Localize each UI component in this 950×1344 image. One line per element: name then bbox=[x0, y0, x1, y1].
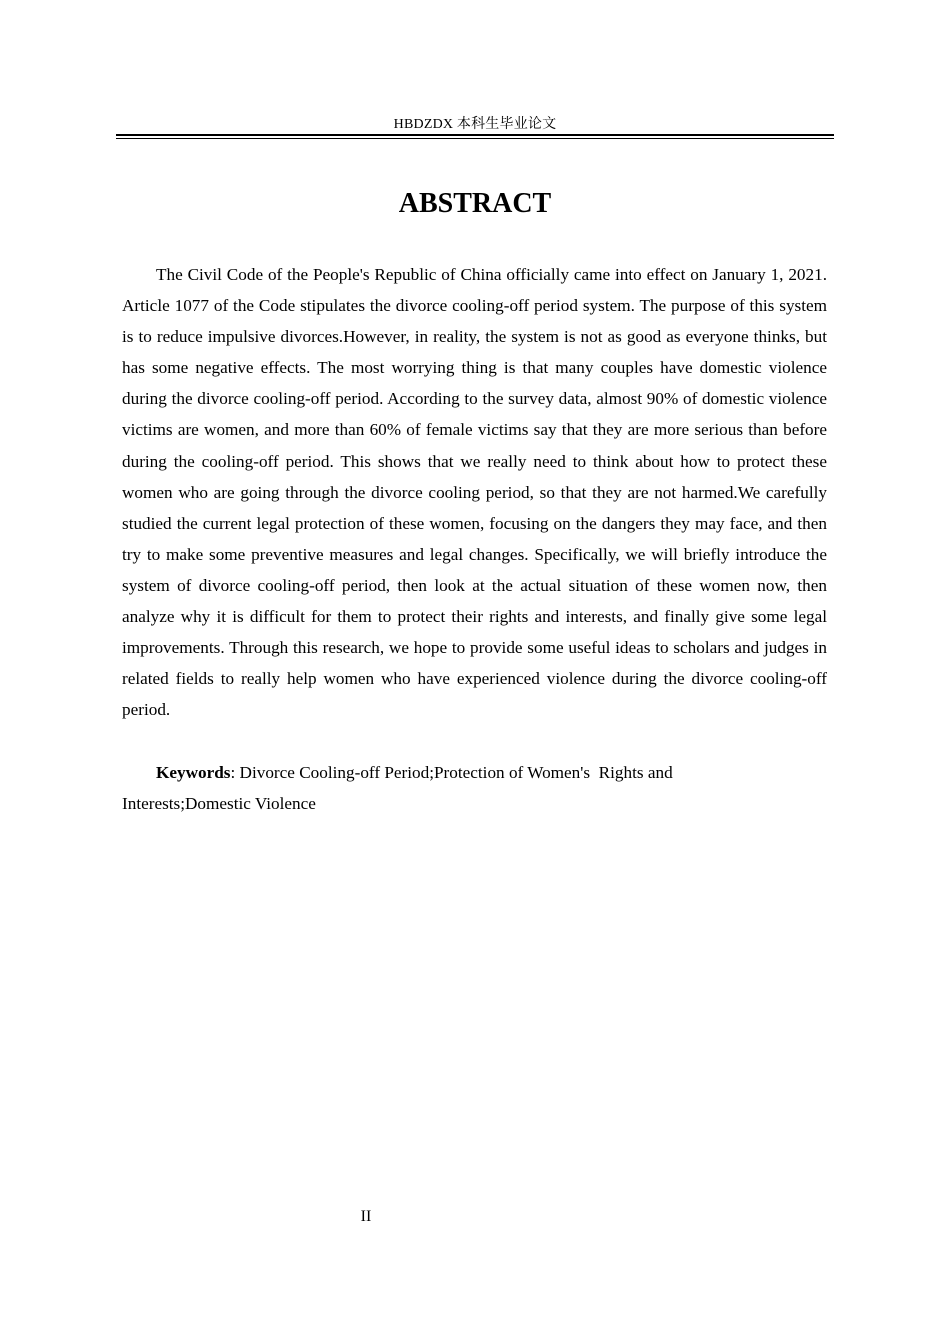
page-number: II bbox=[360, 1208, 372, 1225]
header-rule-thick bbox=[116, 134, 834, 136]
abstract-title: ABSTRACT bbox=[398, 188, 552, 219]
keywords-line-2: Interests;Domestic Violence bbox=[122, 794, 316, 813]
keywords-line-1 bbox=[122, 757, 827, 788]
running-header: HBDZDX 本科生毕业论文 bbox=[393, 117, 557, 132]
keywords-paragraph bbox=[122, 757, 827, 819]
keywords-label: Keywords bbox=[156, 763, 231, 782]
keywords-text-1: : Divorce Cooling-off Period;Protection of Women's Rights and bbox=[230, 763, 673, 782]
header-rule-thin bbox=[116, 138, 834, 139]
abstract-paragraph: The Civil Code of the People's Republic of China officially came into effect on January 1, 2021. Article 1077 of the Code stipulates the divorce cooling-off period system. The purpose of this system is to reduce impulsive divorces.However, in reality, the system is not as good as everyone thinks, but has some negative effects. The most worrying thing is that many couples have domestic violence during the divorce cooling-off period. According to the survey data, almost 90% of domestic violence victims are women, and more than 60% of female victims say that they are more serious than before during the cooling-off period. This shows that we really need to think about how to protect these women who are going through the divorce cooling period, so that they are not harmed.We carefully studied the current legal protection of these women, focusing on the dangers they may face, and then try to make some preventive measures and legal changes. Specifically, we will briefly introduce the system of divorce cooling-off period, then look at the actual situation of these women now, then analyze why it is difficult for them to protect their rights and interests, and finally give some legal improvements. Through this research, we hope to provide some useful ideas to scholars and judges in related fields to really help women who have experienced violence during the divorce cooling-off period. bbox=[122, 265, 827, 720]
